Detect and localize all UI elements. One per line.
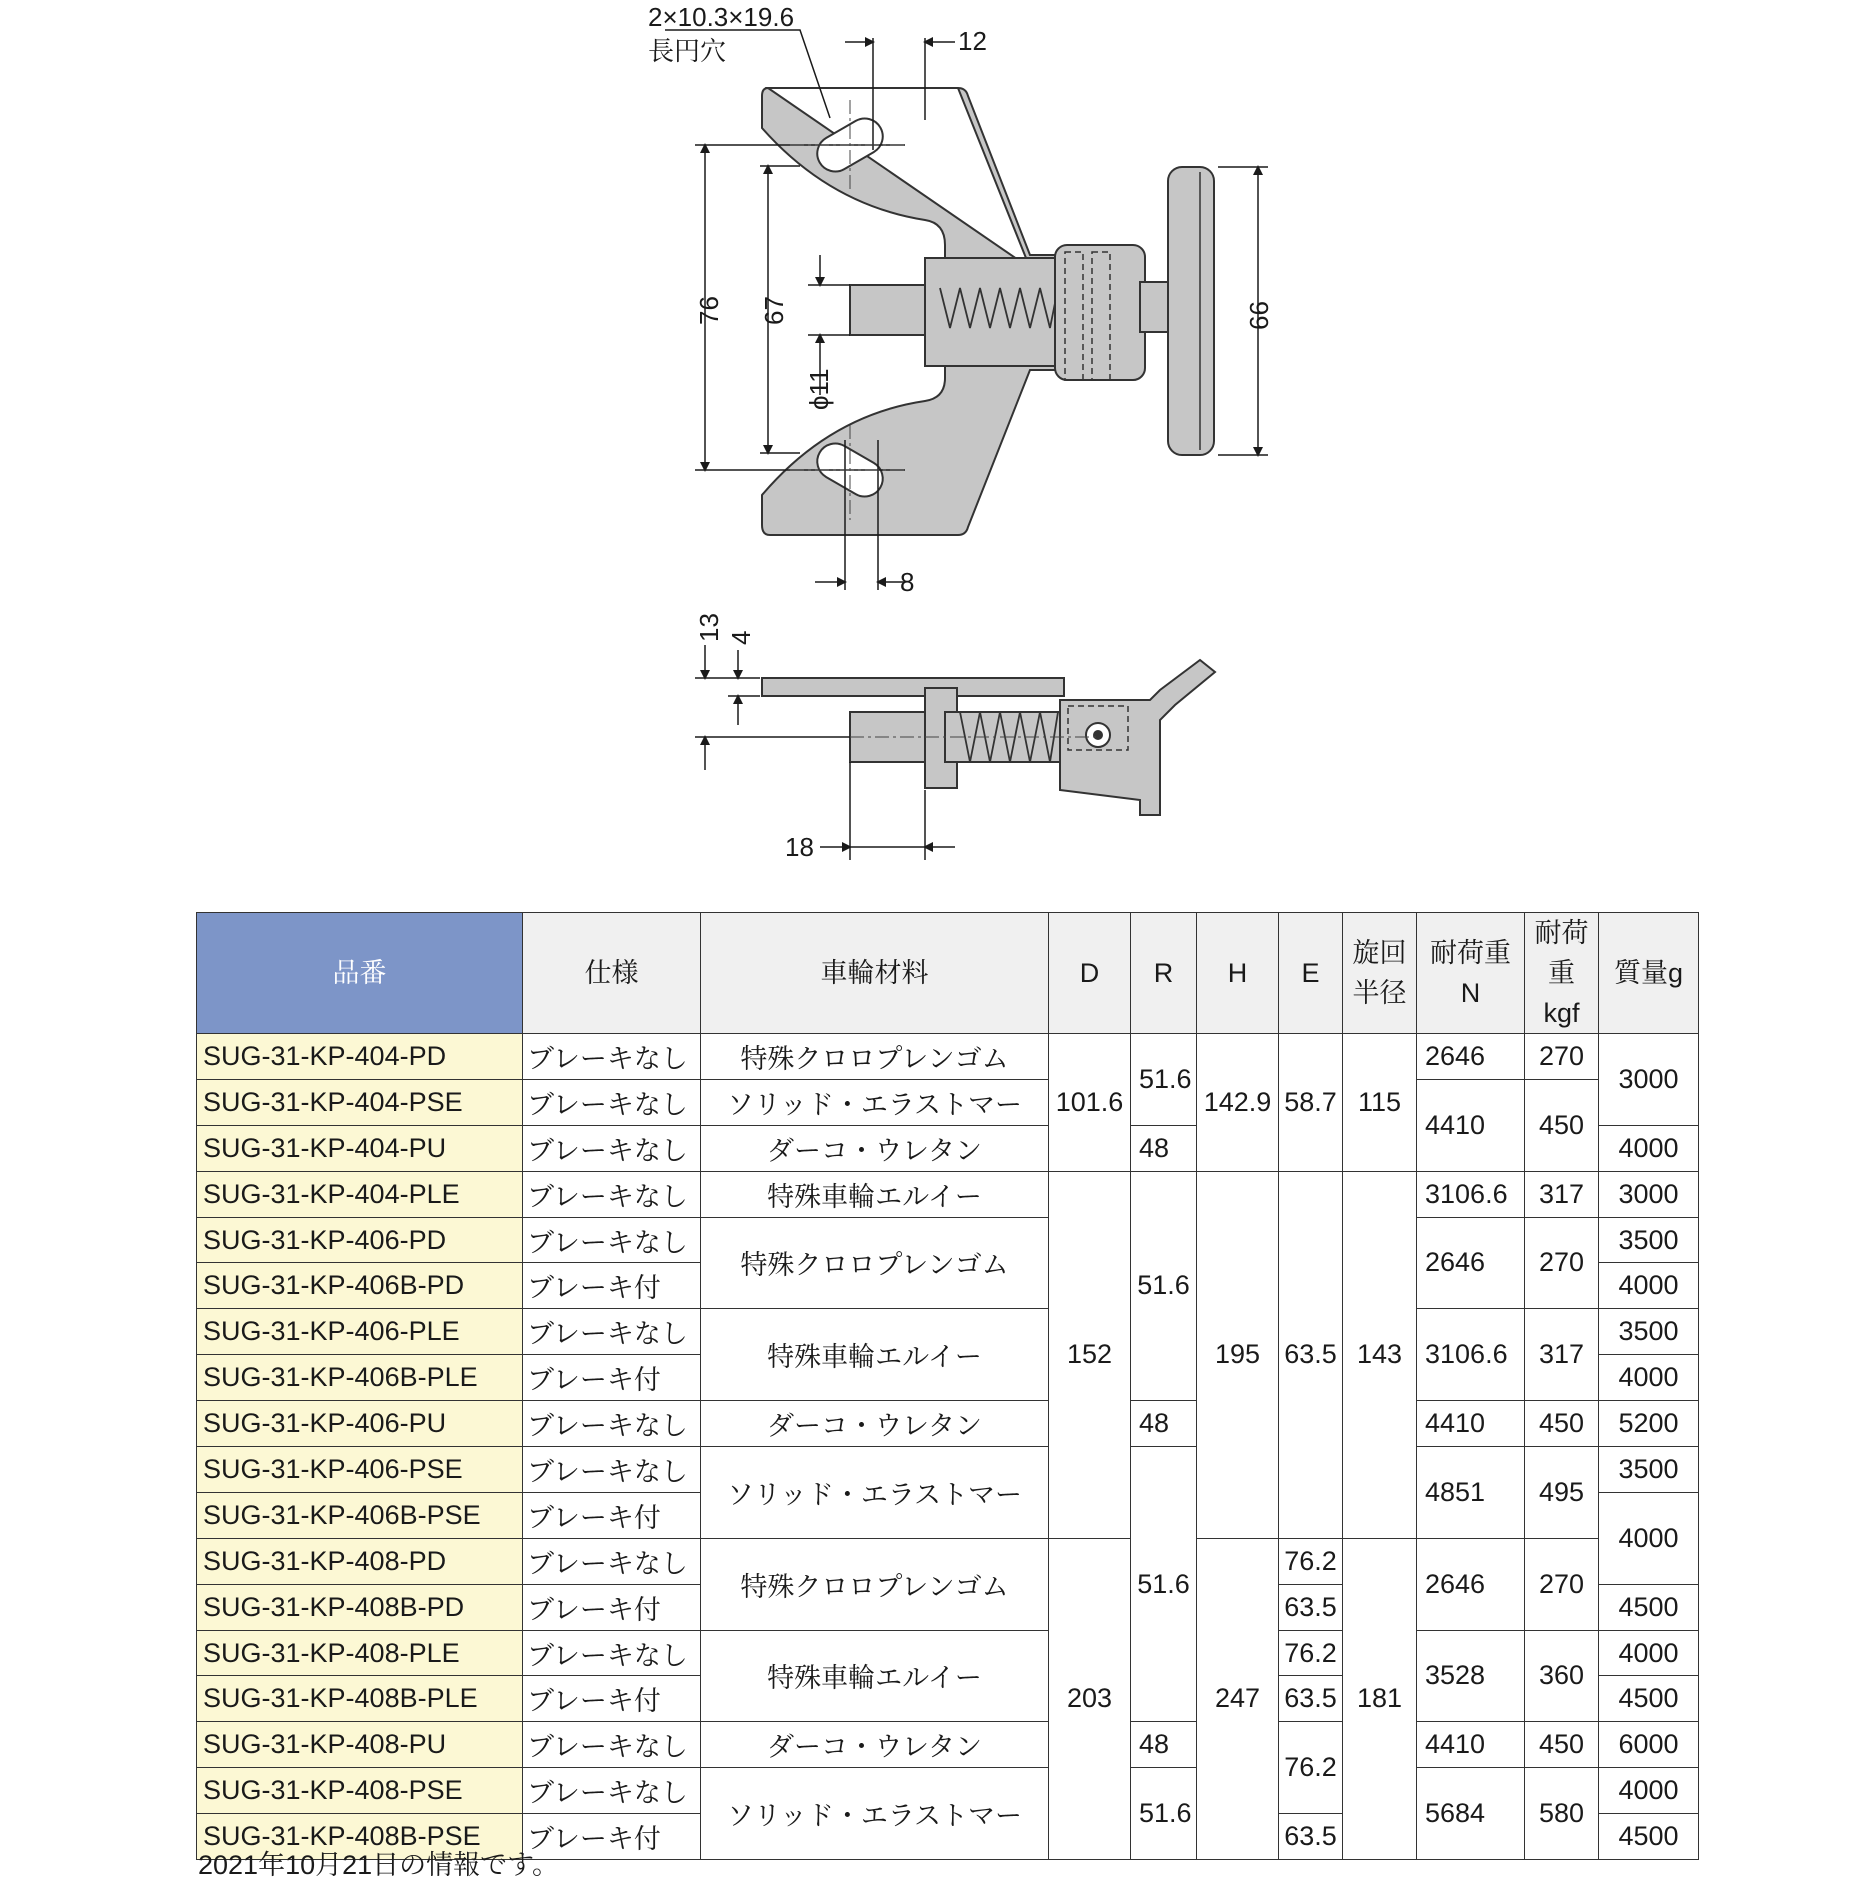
spec: ブレーキなし [523,1125,701,1171]
r-value: 51.6 [1131,1447,1197,1722]
dim-76: 76 [694,296,724,325]
load-kgf: 317 [1525,1309,1599,1401]
mass: 4000 [1599,1125,1699,1171]
mass: 4500 [1599,1584,1699,1630]
load-n: 4410 [1417,1401,1525,1447]
e-value: 76.2 [1279,1722,1343,1814]
part-no: SUG-31-KP-406B-PLE [197,1355,523,1401]
load-kgf: 450 [1525,1722,1599,1768]
part-no: SUG-31-KP-408-PD [197,1538,523,1584]
e-value: 63.5 [1279,1584,1343,1630]
mass: 4500 [1599,1814,1699,1860]
load-kgf: 317 [1525,1171,1599,1217]
d-value: 152 [1049,1171,1131,1538]
spec: ブレーキなし [523,1217,701,1263]
spec: ブレーキなし [523,1768,701,1814]
d-value: 101.6 [1049,1034,1131,1172]
part-no: SUG-31-KP-406B-PD [197,1263,523,1309]
header-part-no: 品番 [197,913,523,1034]
wheel-material: 特殊車輪エルイー [701,1171,1049,1217]
part-no: SUG-31-KP-404-PLE [197,1171,523,1217]
load-kgf: 450 [1525,1401,1599,1447]
spec: ブレーキなし [523,1447,701,1493]
load-kgf: 360 [1525,1630,1599,1722]
part-no: SUG-31-KP-404-PU [197,1125,523,1171]
load-n: 2646 [1417,1538,1525,1630]
spec: ブレーキ付 [523,1584,701,1630]
h-value: 142.9 [1197,1034,1279,1172]
dim-67: 67 [759,296,789,325]
load-n: 3106.6 [1417,1309,1525,1401]
load-kgf: 450 [1525,1079,1599,1171]
part-no: SUG-31-KP-408B-PLE [197,1676,523,1722]
wheel-material: 特殊クロロプレンゴム [701,1217,1049,1309]
mass: 4000 [1599,1355,1699,1401]
wheel-material: 特殊クロロプレンゴム [701,1034,1049,1080]
mass: 3500 [1599,1217,1699,1263]
dim-8: 8 [900,567,915,597]
part-no: SUG-31-KP-408-PSE [197,1768,523,1814]
load-kgf: 495 [1525,1447,1599,1539]
spec: ブレーキなし [523,1630,701,1676]
table-row [197,1630,1699,1676]
swivel-radius: 181 [1343,1538,1417,1859]
spec-table [196,912,1699,1860]
r-value: 48 [1131,1401,1197,1447]
part-no: SUG-31-KP-404-PD [197,1034,523,1080]
e-value: 63.5 [1279,1171,1343,1538]
dim-13: 13 [694,613,724,642]
dim-12: 12 [958,26,987,56]
spec: ブレーキなし [523,1309,701,1355]
spec: ブレーキ付 [523,1676,701,1722]
swivel-radius: 115 [1343,1034,1417,1172]
part-no: SUG-31-KP-408B-PD [197,1584,523,1630]
load-n: 4410 [1417,1079,1525,1171]
table-row [197,1309,1699,1355]
wheel-material: ダーコ・ウレタン [701,1401,1049,1447]
e-value: 58.7 [1279,1034,1343,1172]
part-no: SUG-31-KP-406-PU [197,1401,523,1447]
e-value: 63.5 [1279,1676,1343,1722]
part-no: SUG-31-KP-406-PD [197,1217,523,1263]
table-row [197,1768,1699,1814]
r-value: 51.6 [1131,1171,1197,1400]
load-n: 4851 [1417,1447,1525,1539]
mass: 3000 [1599,1034,1699,1126]
part-no: SUG-31-KP-404-PSE [197,1079,523,1125]
header-swivel-radius: 旋回 半径 [1343,913,1417,1034]
load-n: 4410 [1417,1722,1525,1768]
side-plate [762,678,1064,696]
mass: 4000 [1599,1630,1699,1676]
header-row [197,913,1699,1034]
part-no: SUG-31-KP-408-PU [197,1722,523,1768]
spec: ブレーキ付 [523,1263,701,1309]
d-value: 203 [1049,1538,1131,1859]
load-n: 2646 [1417,1034,1525,1080]
table-row [197,1722,1699,1768]
spec: ブレーキ付 [523,1492,701,1538]
info-date-note: 2021年10月21日の情報です。 [198,1850,559,1880]
load-n: 5684 [1417,1768,1525,1860]
r-value: 51.6 [1131,1768,1197,1860]
slot-note-name: 長円穴 [648,36,727,66]
header-spec: 仕様 [523,913,701,1034]
mass: 3500 [1599,1447,1699,1493]
load-kgf: 270 [1525,1034,1599,1080]
part-no: SUG-31-KP-406B-PSE [197,1492,523,1538]
header-d: D [1049,913,1131,1034]
header-load-n: 耐荷重 N [1417,913,1525,1034]
swivel-radius: 143 [1343,1171,1417,1538]
load-n: 3528 [1417,1630,1525,1722]
r-value: 48 [1131,1125,1197,1171]
mass: 3000 [1599,1171,1699,1217]
top-view [762,88,1214,535]
dim-phi11: ϕ11 [804,368,834,410]
wheel-material: 特殊車輪エルイー [701,1630,1049,1722]
wheel-material: ソリッド・エラストマー [701,1447,1049,1539]
dim-66: 66 [1244,301,1274,330]
wheel-material: ダーコ・ウレタン [701,1722,1049,1768]
mass: 4000 [1599,1768,1699,1814]
wheel-material: 特殊クロロプレンゴム [701,1538,1049,1630]
part-no: SUG-31-KP-408-PLE [197,1630,523,1676]
table-row [197,1171,1699,1217]
part-no: SUG-31-KP-406-PLE [197,1309,523,1355]
mass: 4000 [1599,1263,1699,1309]
spec: ブレーキ付 [523,1814,701,1860]
h-value: 195 [1197,1171,1279,1538]
e-value: 63.5 [1279,1814,1343,1860]
wheel-material: ソリッド・エラストマー [701,1768,1049,1860]
spec: ブレーキなし [523,1034,701,1080]
dim-4: 4 [726,630,756,645]
dim-18: 18 [785,832,814,862]
load-kgf: 580 [1525,1768,1599,1860]
header-r: R [1131,913,1197,1034]
header-load-kgf: 耐荷重 kgf [1525,913,1599,1034]
load-kgf: 270 [1525,1217,1599,1309]
e-value: 76.2 [1279,1538,1343,1584]
mass: 6000 [1599,1722,1699,1768]
wheel-material: ソリッド・エラストマー [701,1079,1049,1125]
header-wheel-material: 車輪材料 [701,913,1049,1034]
table-row [197,1217,1699,1263]
table-row [197,1079,1699,1125]
r-value: 51.6 [1131,1034,1197,1126]
spec: ブレーキなし [523,1171,701,1217]
h-value: 247 [1197,1538,1279,1859]
load-n: 2646 [1417,1217,1525,1309]
spec: ブレーキ付 [523,1355,701,1401]
load-n: 3106.6 [1417,1171,1525,1217]
technical-drawing [0,0,1871,900]
header-mass: 質量g [1599,913,1699,1034]
table-row [197,1538,1699,1584]
mass: 4000 [1599,1492,1699,1584]
part-no: SUG-31-KP-406-PSE [197,1447,523,1493]
slot-note-dims: 2×10.3×19.6 [648,2,795,32]
e-value: 76.2 [1279,1630,1343,1676]
spec: ブレーキなし [523,1538,701,1584]
table-row [197,1401,1699,1447]
spec: ブレーキなし [523,1722,701,1768]
pin [850,285,925,335]
spec: ブレーキなし [523,1079,701,1125]
mass: 4500 [1599,1676,1699,1722]
r-value: 48 [1131,1722,1197,1768]
grip-handle [1168,167,1214,455]
load-kgf: 270 [1525,1538,1599,1630]
spec: ブレーキなし [523,1401,701,1447]
part-no: SUG-31-KP-408B-PSE [197,1814,523,1860]
header-h: H [1197,913,1279,1034]
mass: 3500 [1599,1309,1699,1355]
wheel-material: ダーコ・ウレタン [701,1125,1049,1171]
header-e: E [1279,913,1343,1034]
table-row [197,1447,1699,1493]
table-row [197,1034,1699,1080]
wheel-material: 特殊車輪エルイー [701,1309,1049,1401]
mass: 5200 [1599,1401,1699,1447]
